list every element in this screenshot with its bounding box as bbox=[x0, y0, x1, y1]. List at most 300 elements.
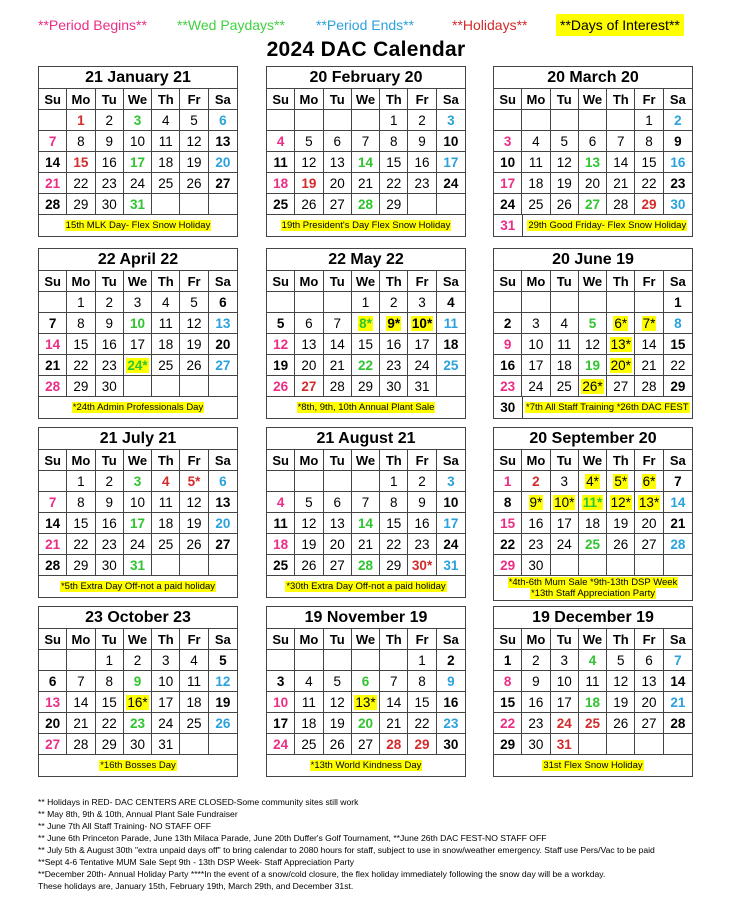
day-cell: 18 bbox=[152, 334, 180, 355]
day-header: Su bbox=[39, 89, 67, 110]
empty-cell bbox=[295, 650, 323, 671]
day-cell: 25 bbox=[579, 534, 607, 555]
month-block bbox=[493, 248, 693, 419]
day-cell: 3 bbox=[124, 292, 152, 313]
day-cell: 26 bbox=[551, 194, 579, 215]
day-cell: 26 bbox=[180, 173, 208, 194]
day-cell: 26 bbox=[324, 734, 352, 755]
day-cell: 10 bbox=[437, 131, 465, 152]
day-cell: 19 bbox=[324, 713, 352, 734]
empty-cell bbox=[152, 376, 180, 397]
day-cell: 25 bbox=[522, 194, 550, 215]
empty-cell bbox=[209, 734, 237, 755]
empty-cell bbox=[579, 110, 607, 131]
day-cell: 22 bbox=[67, 173, 95, 194]
day-cell: 20 bbox=[579, 173, 607, 194]
day-cell: 25 bbox=[152, 355, 180, 376]
day-cell: 1 bbox=[494, 471, 522, 492]
day-cell: 27 bbox=[607, 376, 635, 397]
day-cell: 1 bbox=[494, 650, 522, 671]
day-cell: 30 bbox=[494, 397, 523, 418]
month-header: 20 March 20 bbox=[494, 67, 692, 89]
day-cell: 24 bbox=[494, 194, 522, 215]
day-cell: 12* bbox=[607, 492, 635, 513]
day-cell: 15 bbox=[635, 152, 663, 173]
day-header: Th bbox=[607, 450, 635, 471]
day-cell: 25 bbox=[152, 534, 180, 555]
day-cell: 5* bbox=[180, 471, 208, 492]
month-grid bbox=[267, 271, 465, 397]
day-cell: 2 bbox=[380, 292, 408, 313]
empty-cell bbox=[579, 555, 607, 576]
day-cell: 5 bbox=[267, 313, 295, 334]
day-cell: 30 bbox=[124, 734, 152, 755]
day-cell: 21 bbox=[664, 692, 692, 713]
day-cell: 3 bbox=[551, 471, 579, 492]
month-header: 21 January 21 bbox=[39, 67, 237, 89]
day-cell: 13* bbox=[635, 492, 663, 513]
day-cell: 26 bbox=[180, 355, 208, 376]
note: **December 20th- Annual Holiday Party ****In the event of a snow/cold closure, the flex holiday immediately following the snow day will be a workday. bbox=[38, 869, 606, 879]
day-cell: 8 bbox=[380, 131, 408, 152]
empty-cell bbox=[209, 376, 237, 397]
day-header: Sa bbox=[664, 271, 692, 292]
day-cell: 27 bbox=[324, 555, 352, 576]
day-cell: 8 bbox=[664, 313, 692, 334]
day-cell: 14 bbox=[352, 152, 380, 173]
day-cell: 9 bbox=[96, 313, 124, 334]
day-cell: 27 bbox=[209, 173, 237, 194]
day-header: Th bbox=[152, 450, 180, 471]
day-header: Fr bbox=[180, 450, 208, 471]
day-cell: 12 bbox=[180, 131, 208, 152]
day-cell: 10 bbox=[124, 492, 152, 513]
day-cell: 15 bbox=[494, 692, 522, 713]
day-cell: 10 bbox=[152, 671, 180, 692]
day-cell: 29 bbox=[380, 194, 408, 215]
day-cell: 8 bbox=[67, 313, 95, 334]
month-block bbox=[493, 606, 693, 777]
day-header: Th bbox=[152, 271, 180, 292]
day-header: Mo bbox=[67, 271, 95, 292]
day-cell: 30 bbox=[664, 194, 692, 215]
day-header: Su bbox=[39, 450, 67, 471]
day-cell: 16 bbox=[408, 513, 436, 534]
day-cell: 8 bbox=[380, 492, 408, 513]
day-cell: 3 bbox=[437, 471, 465, 492]
day-cell: 13 bbox=[295, 334, 323, 355]
day-cell: 1 bbox=[96, 650, 124, 671]
day-cell: 14 bbox=[607, 152, 635, 173]
day-cell: 5 bbox=[180, 110, 208, 131]
day-header: Sa bbox=[437, 271, 465, 292]
month-header: 20 February 20 bbox=[267, 67, 465, 89]
day-cell: 7 bbox=[664, 650, 692, 671]
day-cell: 23 bbox=[96, 355, 124, 376]
day-cell: 27 bbox=[39, 734, 67, 755]
empty-cell bbox=[635, 555, 663, 576]
day-cell: 27 bbox=[635, 534, 663, 555]
day-cell: 13* bbox=[607, 334, 635, 355]
day-cell: 21 bbox=[352, 173, 380, 194]
empty-cell bbox=[494, 292, 522, 313]
day-cell: 18 bbox=[522, 173, 550, 194]
day-cell: 17 bbox=[124, 513, 152, 534]
day-cell: 14 bbox=[39, 152, 67, 173]
day-header: We bbox=[352, 271, 380, 292]
day-cell: 17 bbox=[437, 513, 465, 534]
day-cell: 26 bbox=[607, 534, 635, 555]
day-cell: 23 bbox=[96, 173, 124, 194]
day-cell: 17 bbox=[124, 334, 152, 355]
month-footer: *30th Extra Day Off-not a paid holiday bbox=[286, 581, 446, 592]
day-header: Th bbox=[380, 450, 408, 471]
day-cell: 4 bbox=[152, 110, 180, 131]
day-cell: 10 bbox=[494, 152, 522, 173]
day-cell: 27 bbox=[209, 355, 237, 376]
day-cell: 7 bbox=[39, 492, 67, 513]
empty-cell bbox=[67, 650, 95, 671]
day-cell: 25 bbox=[579, 713, 607, 734]
day-cell: 11* bbox=[579, 492, 607, 513]
day-cell: 28 bbox=[39, 555, 67, 576]
day-cell: 4 bbox=[295, 671, 323, 692]
day-cell: 3 bbox=[124, 110, 152, 131]
day-cell: 2 bbox=[408, 110, 436, 131]
day-header: Th bbox=[380, 271, 408, 292]
day-cell: 15 bbox=[96, 692, 124, 713]
day-cell: 24 bbox=[437, 534, 465, 555]
day-cell: 9 bbox=[522, 671, 550, 692]
month-grid bbox=[494, 450, 692, 576]
day-header: Su bbox=[39, 629, 67, 650]
month-grid bbox=[39, 629, 237, 755]
empty-cell bbox=[437, 194, 465, 215]
day-cell: 16 bbox=[408, 152, 436, 173]
day-cell: 4 bbox=[579, 650, 607, 671]
day-cell: 26 bbox=[607, 713, 635, 734]
day-cell: 25 bbox=[551, 376, 579, 397]
day-cell: 20 bbox=[352, 713, 380, 734]
day-cell: 29 bbox=[96, 734, 124, 755]
day-header: Sa bbox=[664, 450, 692, 471]
day-cell: 6 bbox=[209, 471, 237, 492]
month-header: 21 August 21 bbox=[267, 428, 465, 450]
empty-cell bbox=[152, 555, 180, 576]
day-cell: 22 bbox=[664, 355, 692, 376]
month-header: 22 April 22 bbox=[39, 249, 237, 271]
day-cell: 18 bbox=[437, 334, 465, 355]
day-cell: 23 bbox=[522, 713, 550, 734]
day-cell: 20 bbox=[295, 355, 323, 376]
day-cell: 21 bbox=[39, 173, 67, 194]
day-cell: 28 bbox=[352, 194, 380, 215]
day-cell: 15 bbox=[408, 692, 436, 713]
month-block bbox=[266, 248, 466, 419]
day-cell: 9* bbox=[380, 313, 408, 334]
day-cell: 19 bbox=[180, 513, 208, 534]
day-header: Su bbox=[267, 271, 295, 292]
day-cell: 6 bbox=[324, 492, 352, 513]
day-cell: 13* bbox=[352, 692, 380, 713]
day-cell: 31 bbox=[494, 215, 523, 236]
day-cell: 22 bbox=[352, 355, 380, 376]
day-cell: 5 bbox=[295, 492, 323, 513]
day-cell: 12 bbox=[551, 152, 579, 173]
day-header: Mo bbox=[295, 629, 323, 650]
day-cell: 2 bbox=[124, 650, 152, 671]
day-cell: 5 bbox=[579, 313, 607, 334]
day-cell: 9 bbox=[437, 671, 465, 692]
empty-cell bbox=[180, 376, 208, 397]
day-cell: 9 bbox=[494, 334, 522, 355]
day-cell: 12 bbox=[295, 513, 323, 534]
day-cell: 8* bbox=[352, 313, 380, 334]
day-cell: 21 bbox=[324, 355, 352, 376]
day-cell: 17 bbox=[267, 713, 295, 734]
month-grid bbox=[494, 629, 692, 755]
day-header: Tu bbox=[96, 271, 124, 292]
day-cell: 14 bbox=[39, 334, 67, 355]
day-cell: 22 bbox=[494, 713, 522, 734]
day-header: Fr bbox=[635, 271, 663, 292]
day-cell: 11 bbox=[522, 152, 550, 173]
day-cell: 2 bbox=[96, 110, 124, 131]
day-cell: 2 bbox=[522, 650, 550, 671]
day-cell: 15 bbox=[380, 513, 408, 534]
day-cell: 14 bbox=[67, 692, 95, 713]
empty-cell bbox=[267, 110, 295, 131]
day-cell: 11 bbox=[152, 313, 180, 334]
day-cell: 14 bbox=[664, 671, 692, 692]
month-footer: *8th, 9th, 10th Annual Plant Sale bbox=[297, 402, 435, 413]
day-cell: 3 bbox=[408, 292, 436, 313]
day-header: We bbox=[124, 271, 152, 292]
day-cell: 12 bbox=[180, 313, 208, 334]
day-cell: 2 bbox=[664, 110, 692, 131]
day-cell: 24 bbox=[408, 355, 436, 376]
day-cell: 18 bbox=[579, 513, 607, 534]
month-grid bbox=[39, 89, 237, 215]
month-block bbox=[493, 427, 693, 601]
month-block bbox=[38, 248, 238, 419]
month-grid bbox=[494, 271, 692, 397]
day-cell: 11 bbox=[579, 671, 607, 692]
day-header: Fr bbox=[408, 629, 436, 650]
empty-cell bbox=[324, 471, 352, 492]
day-cell: 13 bbox=[324, 152, 352, 173]
day-header: Tu bbox=[551, 271, 579, 292]
month-block bbox=[38, 427, 238, 598]
legend bbox=[0, 14, 732, 36]
day-cell: 31 bbox=[152, 734, 180, 755]
note: These holidays are, January 15th, February 19th, March 29th, and December 31st. bbox=[38, 881, 354, 891]
day-header: We bbox=[579, 629, 607, 650]
day-cell: 19 bbox=[579, 355, 607, 376]
day-cell: 9 bbox=[664, 131, 692, 152]
day-cell: 21 bbox=[67, 713, 95, 734]
day-cell: 22 bbox=[494, 534, 522, 555]
note: ** July 5th & August 30th "extra unpaid days off" to bring calendar to 2080 hours for staff, subject to use in snow/weather emergency. Staff use Pers/Vac to be paid bbox=[38, 845, 655, 855]
day-cell: 23 bbox=[96, 534, 124, 555]
day-header: Tu bbox=[551, 89, 579, 110]
day-cell: 1 bbox=[67, 471, 95, 492]
day-cell: 5 bbox=[295, 131, 323, 152]
empty-cell bbox=[380, 650, 408, 671]
day-cell: 1 bbox=[352, 292, 380, 313]
empty-cell bbox=[551, 555, 579, 576]
day-header: Mo bbox=[522, 450, 550, 471]
empty-cell bbox=[39, 292, 67, 313]
legend-holidays: **Holidays** bbox=[452, 17, 528, 33]
empty-cell bbox=[324, 110, 352, 131]
day-cell: 3 bbox=[152, 650, 180, 671]
day-cell: 14 bbox=[664, 492, 692, 513]
empty-cell bbox=[267, 292, 295, 313]
day-cell: 30 bbox=[522, 555, 550, 576]
month-block bbox=[38, 606, 238, 777]
day-cell: 4 bbox=[152, 471, 180, 492]
day-cell: 17 bbox=[437, 152, 465, 173]
day-cell: 10 bbox=[437, 492, 465, 513]
day-cell: 20 bbox=[324, 173, 352, 194]
day-cell: 7 bbox=[352, 492, 380, 513]
day-cell: 11 bbox=[437, 313, 465, 334]
day-header: Su bbox=[494, 629, 522, 650]
day-cell: 20 bbox=[39, 713, 67, 734]
day-cell: 23 bbox=[494, 376, 522, 397]
month-block bbox=[266, 66, 466, 237]
day-cell: 29 bbox=[67, 555, 95, 576]
day-cell: 23 bbox=[380, 355, 408, 376]
empty-cell bbox=[635, 734, 663, 755]
day-cell: 12 bbox=[295, 152, 323, 173]
day-cell: 11 bbox=[267, 152, 295, 173]
day-cell: 6 bbox=[635, 650, 663, 671]
day-cell: 16 bbox=[380, 334, 408, 355]
day-cell: 6* bbox=[635, 471, 663, 492]
day-header: Sa bbox=[437, 89, 465, 110]
day-header: Th bbox=[607, 271, 635, 292]
day-cell: 22 bbox=[96, 713, 124, 734]
day-header: We bbox=[579, 271, 607, 292]
day-cell: 9 bbox=[408, 492, 436, 513]
day-header: Sa bbox=[209, 271, 237, 292]
day-cell: 9 bbox=[408, 131, 436, 152]
page-title: 2024 DAC Calendar bbox=[266, 38, 466, 61]
day-cell: 22 bbox=[67, 355, 95, 376]
day-header: We bbox=[124, 89, 152, 110]
empty-cell bbox=[295, 471, 323, 492]
day-cell: 11 bbox=[180, 671, 208, 692]
month-block bbox=[266, 427, 466, 598]
day-cell: 5 bbox=[180, 292, 208, 313]
day-header: Tu bbox=[324, 629, 352, 650]
day-cell: 20 bbox=[209, 152, 237, 173]
day-cell: 8 bbox=[67, 131, 95, 152]
day-cell: 12 bbox=[579, 334, 607, 355]
day-cell: 7 bbox=[607, 131, 635, 152]
day-cell: 17 bbox=[551, 692, 579, 713]
day-cell: 20 bbox=[635, 513, 663, 534]
day-cell: 24 bbox=[124, 173, 152, 194]
month-footer: *13th World Kindness Day bbox=[310, 760, 422, 771]
day-cell: 24 bbox=[522, 376, 550, 397]
day-cell: 7 bbox=[380, 671, 408, 692]
month-footer bbox=[494, 397, 692, 418]
day-header: Sa bbox=[437, 450, 465, 471]
day-cell: 10* bbox=[551, 492, 579, 513]
day-header: Tu bbox=[324, 89, 352, 110]
day-cell: 30* bbox=[408, 555, 436, 576]
day-cell: 24 bbox=[437, 173, 465, 194]
day-cell: 2 bbox=[96, 471, 124, 492]
day-header: Su bbox=[494, 89, 522, 110]
day-cell: 12 bbox=[180, 492, 208, 513]
day-cell: 9* bbox=[522, 492, 550, 513]
day-cell: 2 bbox=[408, 471, 436, 492]
day-cell: 13 bbox=[579, 152, 607, 173]
day-cell: 15 bbox=[67, 152, 95, 173]
empty-cell bbox=[295, 110, 323, 131]
day-header: We bbox=[124, 450, 152, 471]
empty-cell bbox=[352, 650, 380, 671]
day-cell: 9 bbox=[124, 671, 152, 692]
day-cell: 31 bbox=[437, 555, 465, 576]
day-cell: 28 bbox=[67, 734, 95, 755]
day-cell: 21 bbox=[635, 355, 663, 376]
day-cell: 16* bbox=[124, 692, 152, 713]
day-cell: 20 bbox=[324, 534, 352, 555]
day-header: Tu bbox=[96, 450, 124, 471]
month-grid bbox=[494, 89, 692, 215]
day-header: Tu bbox=[551, 450, 579, 471]
day-cell: 17 bbox=[494, 173, 522, 194]
empty-cell bbox=[579, 734, 607, 755]
day-cell: 1 bbox=[408, 650, 436, 671]
day-cell: 19 bbox=[209, 692, 237, 713]
day-cell: 31 bbox=[124, 555, 152, 576]
day-cell: 25 bbox=[180, 713, 208, 734]
footer-note: 29th Good Friday- Flex Snow Holiday bbox=[528, 220, 687, 231]
day-cell: 14 bbox=[324, 334, 352, 355]
day-cell: 6 bbox=[579, 131, 607, 152]
empty-cell bbox=[607, 292, 635, 313]
empty-cell bbox=[522, 110, 550, 131]
day-header: Sa bbox=[664, 89, 692, 110]
day-cell: 9 bbox=[96, 492, 124, 513]
day-cell: 19 bbox=[180, 152, 208, 173]
empty-cell bbox=[664, 734, 692, 755]
day-cell: 22 bbox=[380, 534, 408, 555]
day-cell: 28 bbox=[664, 713, 692, 734]
day-cell: 28 bbox=[607, 194, 635, 215]
day-header: Mo bbox=[67, 629, 95, 650]
month-footer: *16th Bosses Day bbox=[100, 760, 176, 771]
empty-cell bbox=[551, 110, 579, 131]
day-cell: 4 bbox=[551, 313, 579, 334]
day-cell: 21 bbox=[39, 355, 67, 376]
day-cell: 1 bbox=[67, 292, 95, 313]
empty-cell bbox=[551, 292, 579, 313]
day-cell: 21 bbox=[380, 713, 408, 734]
day-cell: 7* bbox=[635, 313, 663, 334]
day-cell: 5 bbox=[607, 650, 635, 671]
day-cell: 20 bbox=[209, 334, 237, 355]
month-block bbox=[493, 66, 693, 237]
day-cell: 27 bbox=[295, 376, 323, 397]
note: ** May 8th, 9th & 10th, Annual Plant Sale Fundraiser bbox=[38, 809, 238, 819]
